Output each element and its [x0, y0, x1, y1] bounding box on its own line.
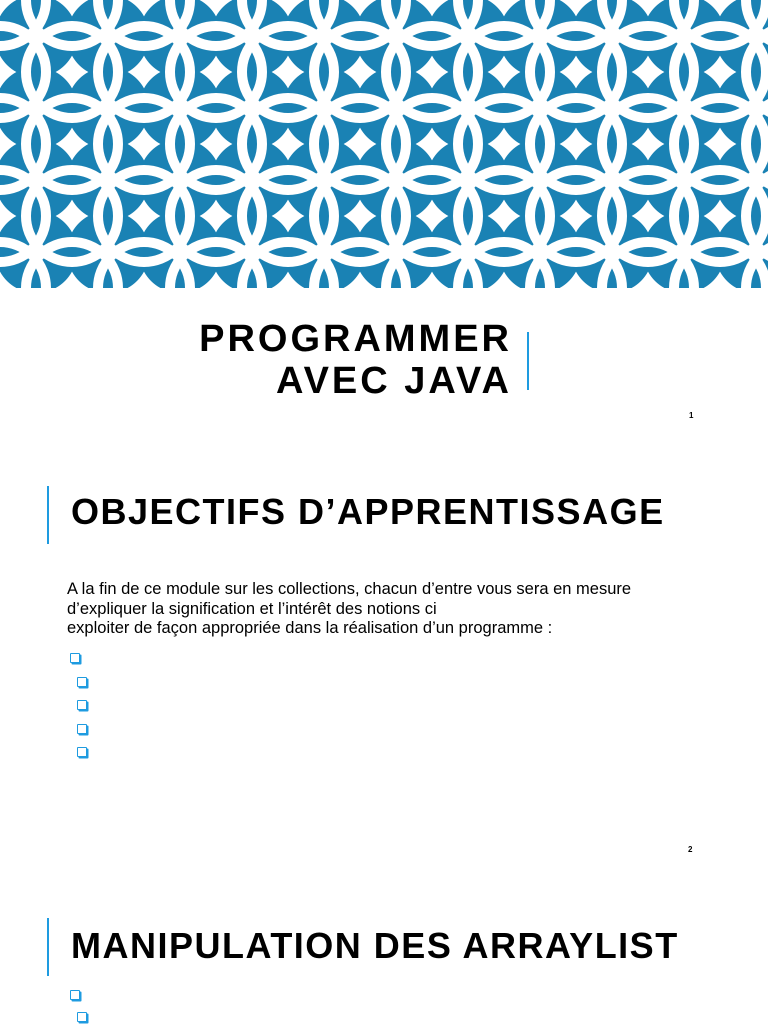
checkbox-icon: [77, 724, 87, 734]
body-line-2: d’expliquer la signification et l’intérêt des notions ci: [67, 599, 437, 618]
section-accent-bar: [47, 918, 49, 976]
objectives-body: [67, 580, 631, 639]
checkbox-icon: [77, 677, 87, 687]
checkbox-icon: [70, 653, 80, 663]
checkbox-icon: [77, 1012, 87, 1022]
body-line-3: exploiter de façon appropriée dans la réalisation d’un programme :: [67, 619, 553, 637]
body-line-1: A la fin de ce module sur les collections, chacun d’entre vous sera en mesure: [67, 580, 632, 598]
title-accent-bar: [527, 332, 529, 390]
section-heading-arraylist: MANIPULATION DES ARRAYLIST: [71, 925, 679, 966]
presentation-title: [0, 318, 512, 402]
page-number-2: 2: [688, 845, 693, 854]
decorative-pattern-banner: [0, 0, 768, 288]
page-number-1: 1: [689, 411, 694, 420]
checkbox-icon: [70, 990, 80, 1000]
checkbox-icon: [77, 747, 87, 757]
checkbox-icon: [77, 700, 87, 710]
title-line-1: PROGRAMMER: [199, 318, 512, 360]
section-accent-bar: [47, 486, 49, 544]
title-line-2: AVEC JAVA: [275, 360, 512, 402]
section-heading-objectives: OBJECTIFS D’APPRENTISSAGE: [71, 491, 665, 532]
